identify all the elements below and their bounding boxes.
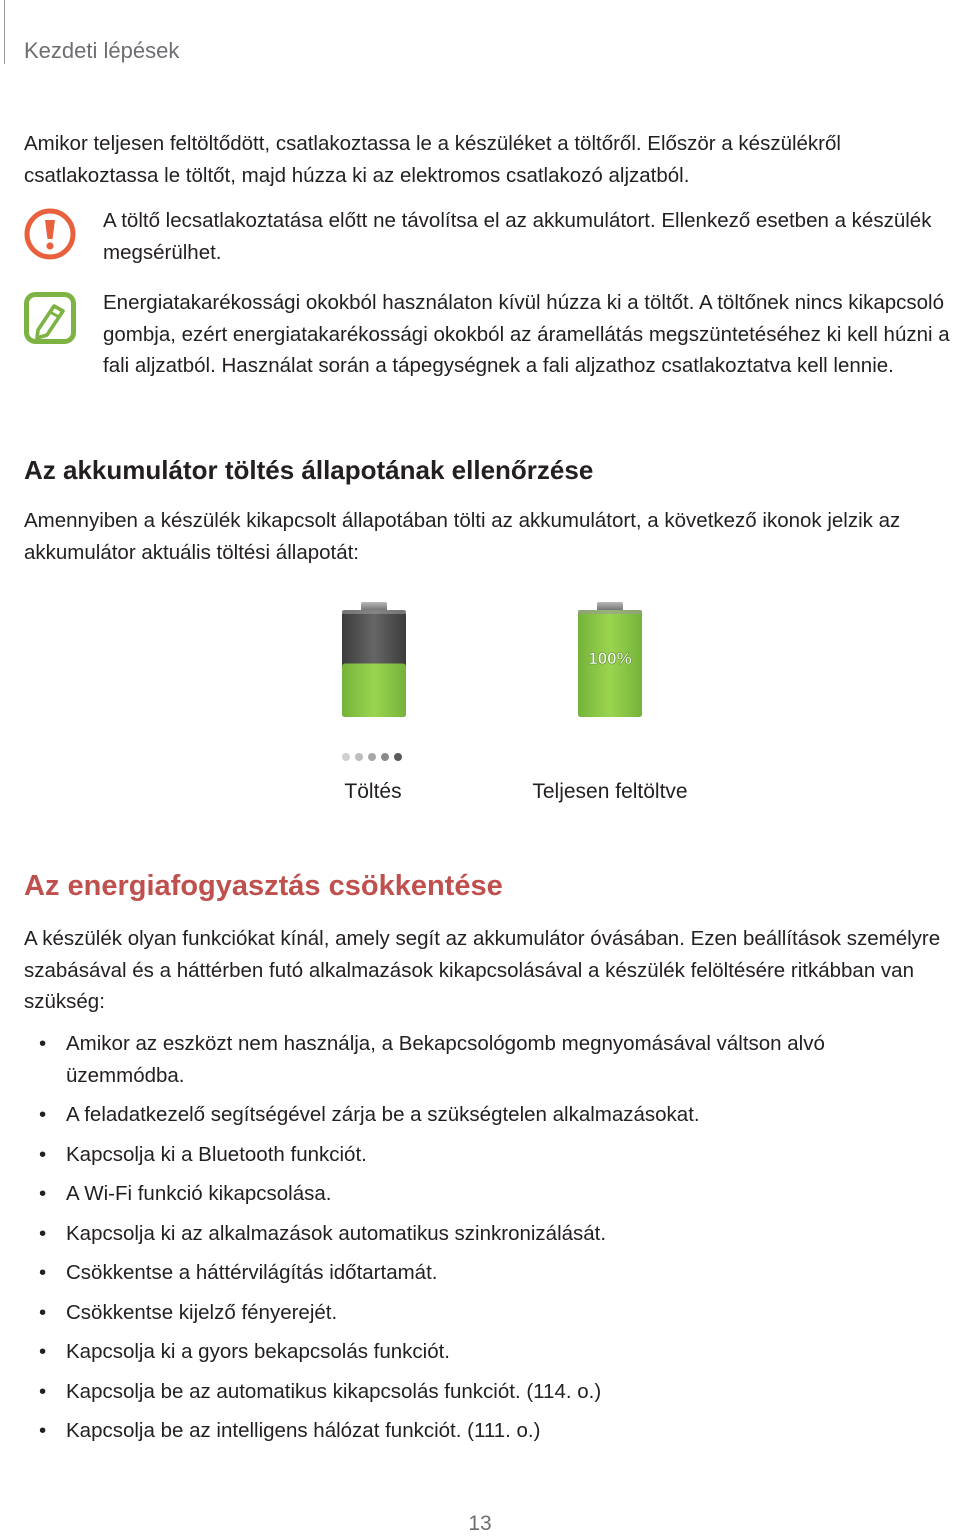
- list-item-text: Kapcsolja be az intelligens hálózat funkciót. (111. o.): [66, 1419, 541, 1442]
- charging-progress-dots: [342, 753, 402, 761]
- battery-charging-level: [342, 664, 406, 718]
- list-item: [24, 1099, 944, 1131]
- list-item: [24, 1336, 944, 1368]
- battery-full-icon: [575, 600, 645, 720]
- energy-saving-paragraph: A készülék olyan funkciókat kínál, amely segít az akkumulátor óvásában. Ezen beállítások személyre szabásával és a háttérben futó alkalmazások kikapcsolásával a készülék felöltésére ritkábban van szükség:: [24, 927, 941, 1013]
- battery-full-caption: Teljesen feltöltve: [532, 780, 688, 803]
- list-item: [24, 1218, 944, 1250]
- tip-icon: [24, 292, 76, 344]
- bullet: •: [39, 1142, 47, 1166]
- list-item-text: Amikor az eszközt nem használja, a Bekapcsológomb megnyomásával váltson alvó üzemmódba.: [66, 1032, 825, 1087]
- list-item: [24, 1415, 944, 1447]
- progress-dot: [355, 753, 363, 761]
- bullet: •: [39, 1379, 47, 1403]
- bullet: •: [39, 1261, 47, 1284]
- list-item-text: Csökkentse a háttérvilágítás időtartamát.: [66, 1261, 438, 1284]
- battery-charging-caption: Töltés: [344, 780, 402, 803]
- list-item-text: Kapcsolja ki az alkalmazások automatikus szinkronizálását.: [66, 1221, 607, 1245]
- energy-tips-list: [24, 1028, 944, 1455]
- progress-dot: [394, 753, 402, 761]
- page-number: 13: [468, 1512, 492, 1535]
- progress-dot: [342, 753, 350, 761]
- bullet: •: [39, 1103, 47, 1126]
- list-item-text: A Wi-Fi funkció kikapcsolása.: [66, 1182, 332, 1205]
- list-item: [24, 1139, 944, 1171]
- list-item-text: A feladatkezelő segítségével zárja be a szükségtelen alkalmazásokat.: [66, 1103, 700, 1126]
- progress-dot: [368, 753, 376, 761]
- list-item-text: Csökkentse kijelző fényerejét.: [66, 1300, 338, 1324]
- bullet: •: [39, 1182, 47, 1205]
- progress-dot: [381, 753, 389, 761]
- list-item: [24, 1178, 944, 1210]
- caution-icon: [24, 208, 76, 260]
- battery-charging-icon: [339, 600, 409, 720]
- bullet: •: [39, 1419, 47, 1442]
- list-item: [24, 1257, 944, 1289]
- battery-status-paragraph: Amennyiben a készülék kikapcsolt állapotában tölti az akkumulátort, a következő ikonok jelzik az akkumulátor aktuális töltési állapotát:: [24, 509, 901, 564]
- header-divider: [4, 0, 5, 64]
- list-item-text: Kapcsolja ki a Bluetooth funkciót.: [66, 1142, 367, 1166]
- bullet: •: [39, 1032, 47, 1055]
- battery-status-heading: Az akkumulátor töltés állapotának ellenőrzése: [24, 455, 594, 485]
- intro-paragraph: Amikor teljesen feltöltődött, csatlakoztassa le a készüléket a töltőről. Először a készülékről csatlakoztassa le töltőt, majd húzza ki az elektromos csatlakozó aljzatból.: [24, 132, 841, 187]
- list-item: [24, 1297, 944, 1329]
- bullet: •: [39, 1340, 47, 1363]
- caution-note: A töltő lecsatlakoztatása előtt ne távolítsa el az akkumulátort. Ellenkező esetben a készülék megsérülhet.: [103, 209, 932, 264]
- list-item-text: Kapcsolja ki a gyors bekapcsolás funkciót.: [66, 1340, 451, 1363]
- page-header-title: Kezdeti lépések: [24, 38, 180, 63]
- bullet: •: [39, 1300, 47, 1324]
- list-item-text: Kapcsolja be az automatikus kikapcsolás funkciót. (114. o.): [66, 1379, 602, 1403]
- list-item: [24, 1028, 944, 1091]
- battery-percent-label: 100%: [588, 649, 632, 668]
- energy-saving-heading: Az energiafogyasztás csökkentése: [24, 870, 503, 902]
- tip-note: Energiatakarékossági okokból használaton kívül húzza ki a töltőt. A töltőnek nincs kikapcsoló gombja, ezért energiatakarékossági okokból az áramellátás megszüntetéséhez ki kell húzni a fali aljzatból. Használat során a tápegységnek a fali aljzathoz csatlakoztatva kell lennie.: [103, 291, 950, 377]
- bullet: •: [39, 1221, 47, 1245]
- list-item: [24, 1376, 944, 1408]
